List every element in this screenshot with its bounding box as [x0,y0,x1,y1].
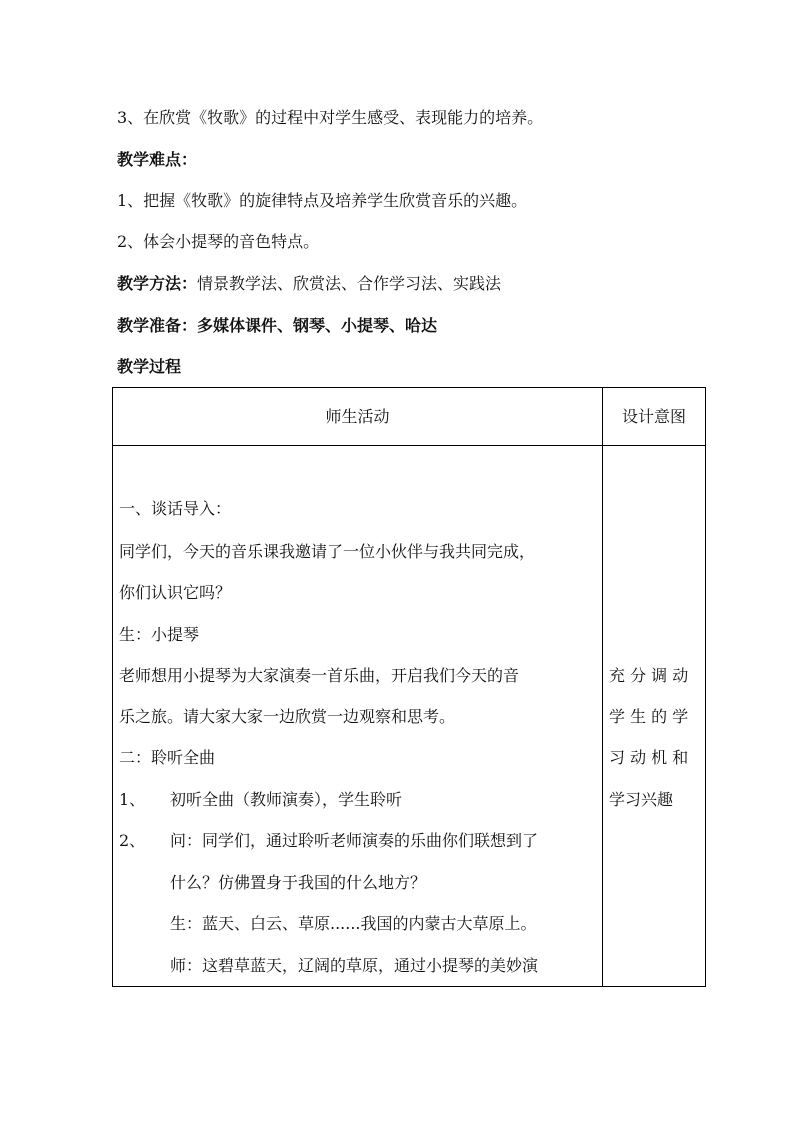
list-item-text: 问：同学们，通过聆听老师演奏的乐曲你们联想到了 [170,831,539,850]
difficulty-item-2: 2、体会小提琴的音色特点。 [117,232,320,251]
activity-line: 乐之旅。请大家大家一边欣赏一边观察和思考。 [119,707,456,726]
teaching-method-label: 教学方法： [117,274,198,293]
list-item-text: 生：蓝天、白云、草原......我国的内蒙古大草原上。 [170,914,537,933]
intent-line: 学 生 的 学 [609,707,689,726]
teaching-method [117,273,501,295]
table-border-left [112,387,113,987]
teaching-preparation [117,315,437,337]
teaching-preparation-value: 多媒体课件、钢琴、小提琴、哈达 [197,316,438,335]
intent-line: 习 动 机 和 [609,748,689,767]
list-item-text: 什么？仿佛置身于我国的什么地方？ [170,873,427,892]
difficulty-heading: 教学难点： [117,150,198,169]
list-item-number: 2、 [119,831,146,850]
table-border-middle [602,387,603,987]
activity-line: 你们认识它吗？ [119,583,232,602]
process-heading: 教学过程 [117,357,182,376]
table-border-header-bottom [112,445,706,446]
section-1-title: 一、谈话导入： [119,499,232,518]
difficulty-item-1: 1、把握《牧歌》的旋律特点及培养学生欣赏音乐的兴趣。 [117,191,528,210]
student-answer: 生：小提琴 [119,625,200,644]
intent-line: 充 分 调 动 [609,666,689,685]
activity-line: 老师想用小提琴为大家演奏一首乐曲，开启我们今天的音 [119,666,520,685]
table-header-activity: 师生活动 [325,407,390,426]
teaching-preparation-label: 教学准备： [117,316,198,335]
table-border-top [112,387,706,388]
intent-line: 学习兴趣 [609,790,674,809]
objective-3: 3、在欣赏《牧歌》的过程中对学生感受、表现能力的培养。 [117,108,544,127]
table-border-right [705,387,706,987]
list-item-text: 师：这碧草蓝天，辽阔的草原，通过小提琴的美妙演 [170,956,539,975]
list-item-number: 1、 [119,790,146,809]
teaching-method-value: 情景教学法、欣赏法、合作学习法、实践法 [197,274,502,293]
table-header-intent: 设计意图 [621,407,686,426]
activity-line: 同学们，今天的音乐课我邀请了一位小伙伴与我共同完成， [119,542,536,561]
section-2-title: 二：聆听全曲 [119,748,216,767]
table-border-bottom [112,986,706,987]
list-item-text: 初听全曲（教师演奏），学生聆听 [170,790,403,809]
